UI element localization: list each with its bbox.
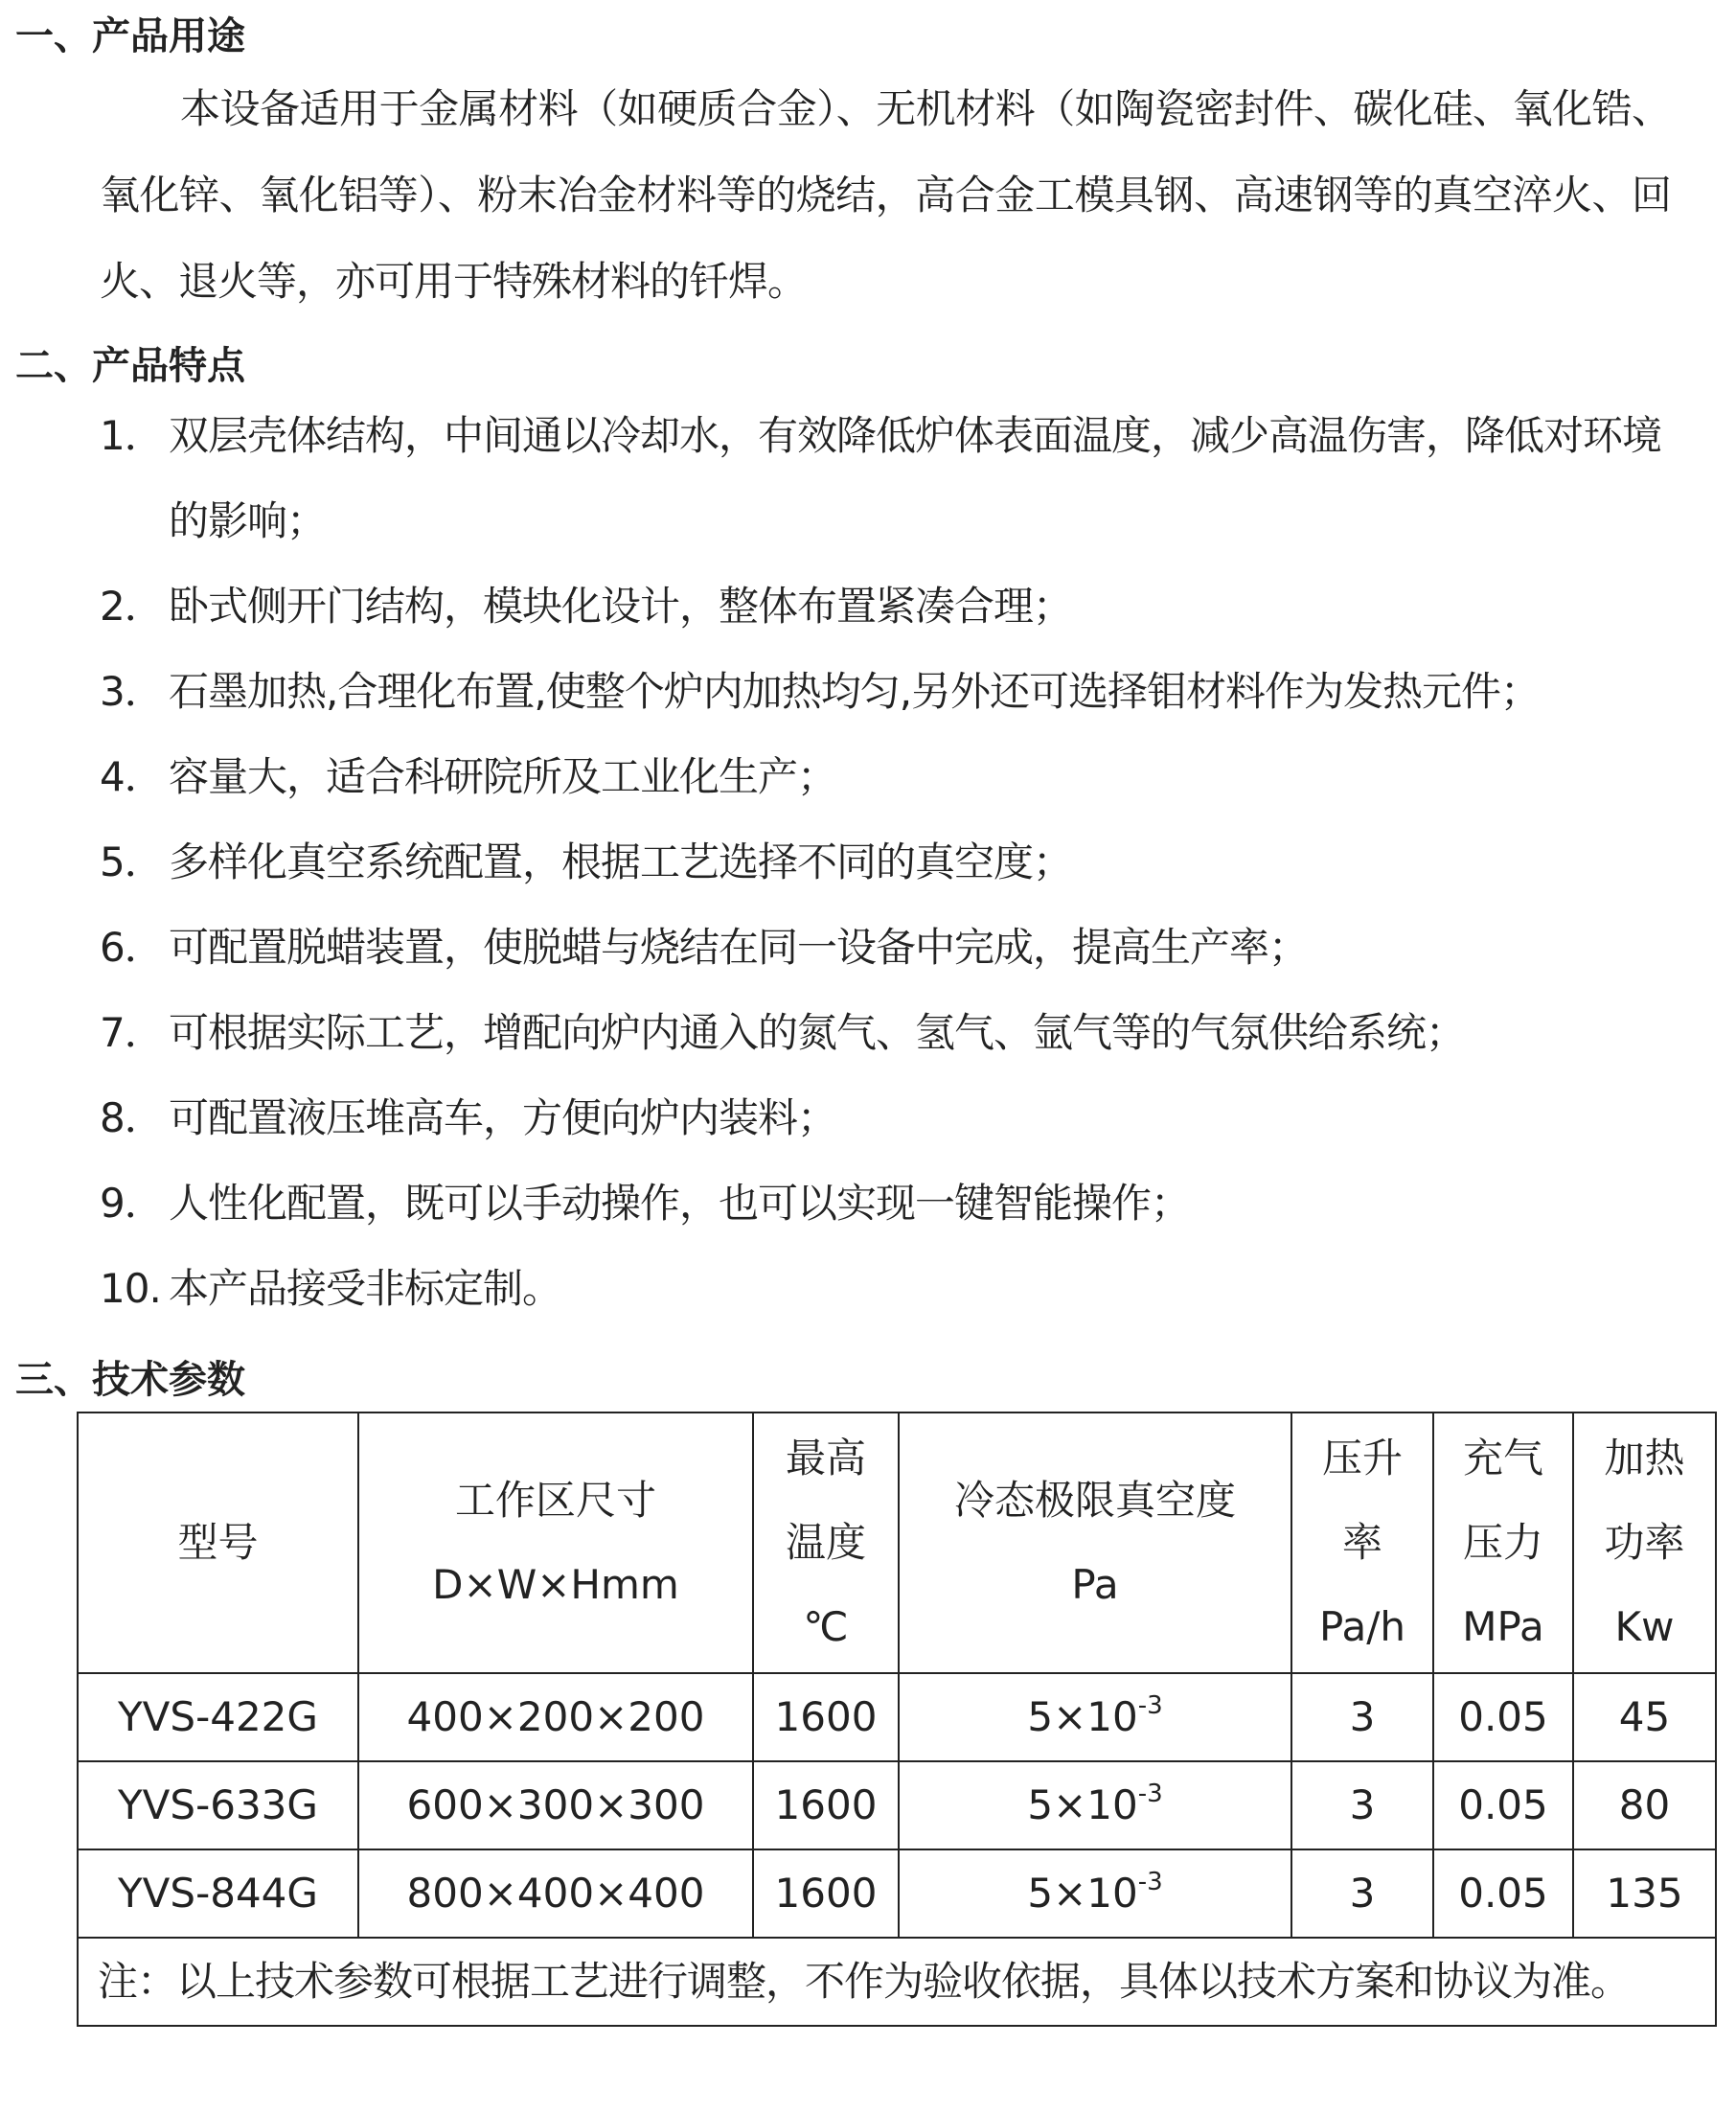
cell-temp: 1600 [753,1849,899,1938]
feature-text: 多样化真空系统配置，根据工艺选择不同的真空度； [169,838,1073,885]
table-row [78,1761,1716,1849]
feature-number: 2． [100,583,164,630]
header-vacuum: 冷态极限真空度 Pa [899,1412,1291,1673]
vacuum-exponent: -3 [1137,1868,1163,1896]
feature-number: 10. [100,1265,161,1312]
feature-item [100,1246,1671,1331]
feature-number: 6． [100,924,164,971]
cell-model: YVS-844G [78,1849,358,1938]
table-header-row [78,1412,1716,1673]
feature-text: 人性化配置，既可以手动操作，也可以实现一键智能操作； [169,1180,1191,1227]
cell-pressure-rise: 3 [1291,1673,1433,1761]
feature-item [100,1160,1671,1246]
feature-item [100,734,1671,819]
cell-model: YVS-633G [78,1761,358,1849]
cell-gas-pressure: 0.05 [1433,1849,1573,1938]
parameters-table [77,1412,1717,2027]
cell-gas-pressure: 0.05 [1433,1673,1573,1761]
features-list [100,393,1671,1331]
feature-text: 可配置液压堆高车，方便向炉内装料； [169,1094,837,1141]
feature-item [100,905,1671,990]
feature-text: 卧式侧开门结构，模块化设计，整体布置紧凑合理； [169,583,1073,630]
feature-number: 1． [100,412,164,459]
cell-vacuum: $5\times 10^{-3}$ [899,1761,1291,1849]
usage-paragraph: 本设备适用于金属材料（如硬质合金）、无机材料（如陶瓷密封件、碳化硅、氧化锆、氧化锌、氧化铝等）、粉末冶金材料等的烧结，高合金工模具钢、高速钢等的真空淬火、回火、退火等，亦可用于特殊材料的钎焊。 [100,85,1671,305]
cell-heating-power: 80 [1573,1761,1716,1849]
section-heading-features: 二、产品特点 [15,344,245,388]
feature-text: 可配置脱蜡装置，使脱蜡与烧结在同一设备中完成，提高生产率； [169,924,1309,971]
section-heading-params: 三、技术参数 [15,1358,245,1402]
feature-item [100,649,1671,734]
cell-model: YVS-422G [78,1673,358,1761]
vacuum-exponent: -3 [1137,1691,1163,1720]
feature-number: 5． [100,838,164,885]
feature-item [100,393,1671,563]
feature-number: 3． [100,668,164,715]
feature-text: 可根据实际工艺，增配向炉内通入的氮气、氢气、氩气等的气氛供给系统； [169,1009,1466,1056]
header-model: 型号 [78,1412,358,1673]
table-row [78,1673,1716,1761]
cell-pressure-rise: 3 [1291,1761,1433,1849]
feature-item [100,563,1671,649]
section-heading-usage: 一、产品用途 [15,14,245,58]
cell-pressure-rise: 3 [1291,1849,1433,1938]
feature-number: 4． [100,753,164,800]
table-note: 注：以上技术参数可根据工艺进行调整，不作为验收依据，具体以技术方案和协议为准。 [78,1938,1716,2026]
table-note-row [78,1938,1716,2026]
cell-size: 400×200×200 [358,1673,753,1761]
cell-size: 600×300×300 [358,1761,753,1849]
header-gas-pressure: 充气 压力 MPa [1433,1412,1573,1673]
feature-text: 容量大，适合科研院所及工业化生产； [169,753,837,800]
header-pressure-rise: 压升 率 Pa/h [1291,1412,1433,1673]
table-row [78,1849,1716,1938]
cell-temp: 1600 [753,1761,899,1849]
cell-vacuum: $5\times 10^{-3}$ [899,1673,1291,1761]
header-temp: 最高 温度 ℃ [753,1412,899,1673]
vacuum-exponent: -3 [1137,1780,1163,1808]
header-heating-power: 加热 功率 Kw [1573,1412,1716,1673]
feature-number: 8． [100,1094,164,1141]
feature-number: 9． [100,1180,164,1227]
feature-text: 石墨加热,合理化布置,使整个炉内加热均匀,另外还可选择钼材料作为发热元件； [169,668,1541,715]
feature-item [100,990,1671,1075]
feature-text: 本产品接受非标定制。 [169,1265,562,1312]
cell-size: 800×400×400 [358,1849,753,1938]
cell-temp: 1600 [753,1673,899,1761]
cell-heating-power: 135 [1573,1849,1716,1938]
feature-item [100,1075,1671,1160]
feature-item [100,819,1671,905]
cell-heating-power: 45 [1573,1673,1716,1761]
feature-number: 7． [100,1009,164,1056]
feature-text: 双层壳体结构，中间通以冷却水，有效降低炉体表面温度，减少高温伤害，降低对环境的影响； [169,412,1662,544]
header-size: 工作区尺寸 D×W×Hmm [358,1412,753,1673]
cell-vacuum: $5\times 10^{-3}$ [899,1849,1291,1938]
cell-gas-pressure: 0.05 [1433,1761,1573,1849]
